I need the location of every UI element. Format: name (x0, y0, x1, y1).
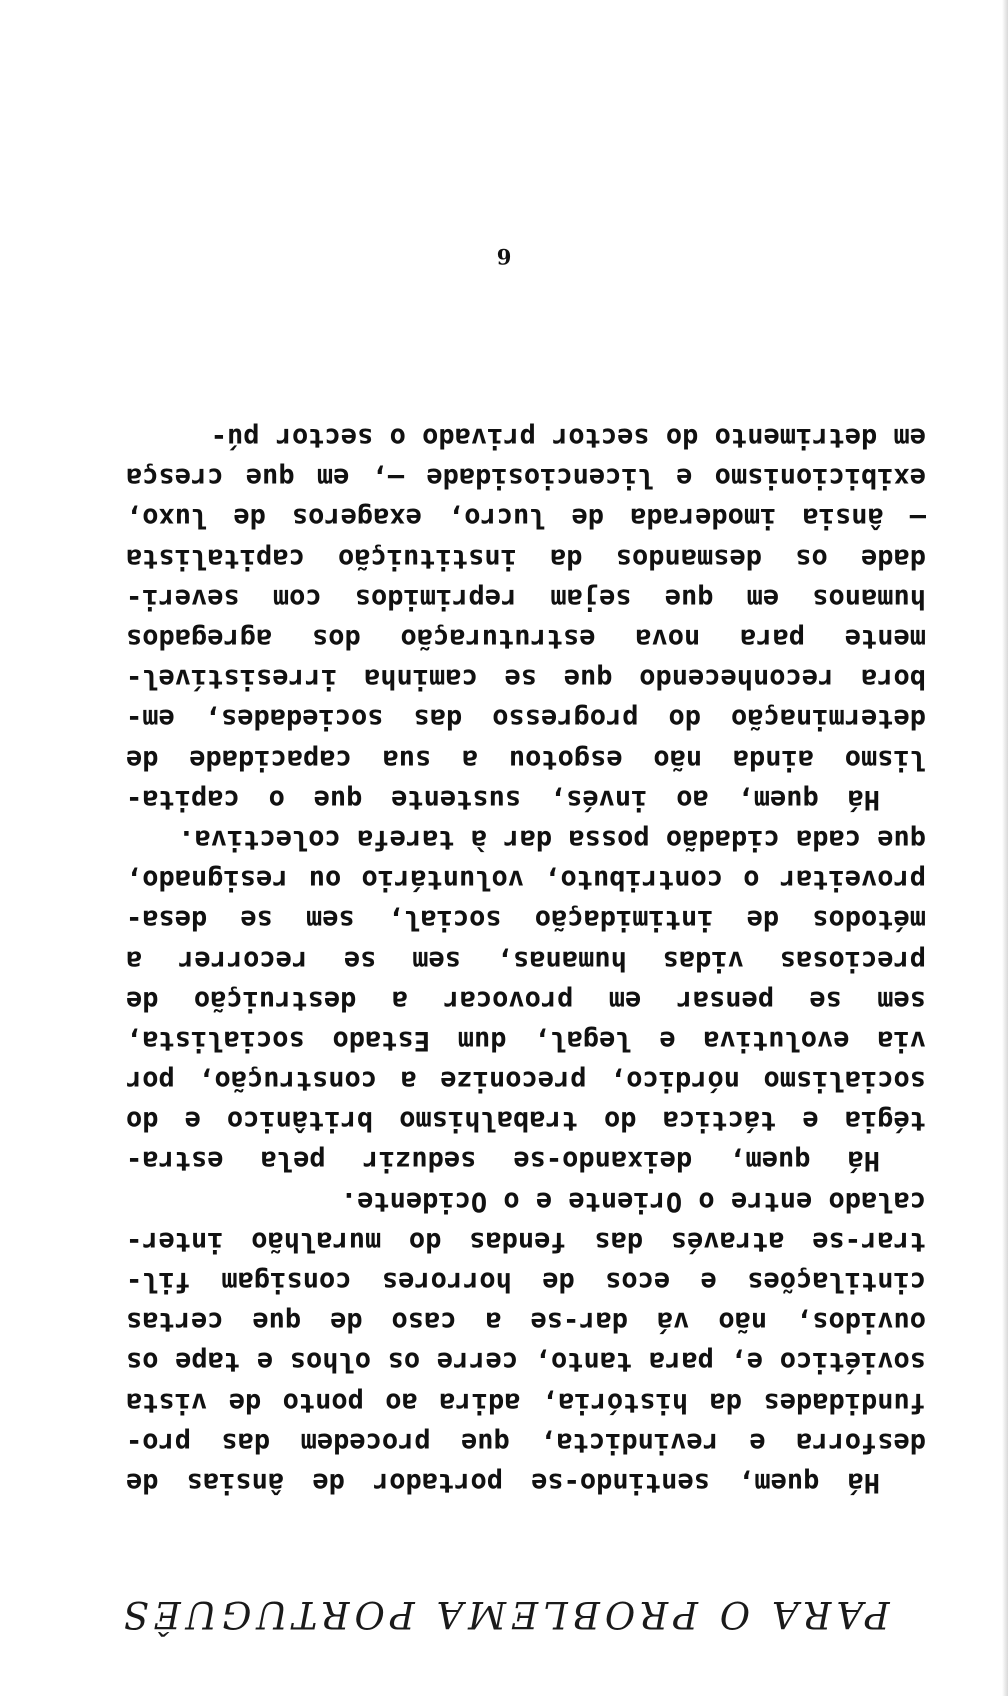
text-line: fundidades da história, adira ao ponto de vista (126, 1386, 926, 1418)
text-line: métodos de intimidação social, sem se desa- (126, 904, 926, 936)
text-line: — ânsia imoderada de lucro, exageros de luxo, (126, 502, 926, 534)
text-line: Há quem, ao invés, sustente que o capita- (126, 783, 880, 815)
text-line: via evolutiva e legal, dum Estado socialista, (126, 1024, 926, 1056)
text-line: soviético e, para tanto, cerre os olhos e tape os (126, 1346, 926, 1378)
text-line: trar-se através das fendas do muralhão inter- (126, 1225, 926, 1257)
text-line: em detrimento do sector privado o sector pú- (210, 422, 926, 454)
text-line: cintilações e ecos de horrores consigam fil- (126, 1266, 926, 1298)
text-line: preciosas vidas humanas, sem se recorrer a (126, 944, 926, 976)
paragraph (126, 1181, 926, 1503)
body-text (126, 417, 926, 1502)
text-line: calado entre o Oriente e o Ocidente. (340, 1185, 926, 1217)
text-line: socialismo nórdico, preconize a construção, por (126, 1065, 926, 1097)
text-line: proveitar o contributo, voluntário ou resignado, (126, 864, 926, 896)
text-line: tégia e táctica do trabalhismo britânico e do (126, 1105, 926, 1137)
text-line: sem se pensar em provocar a destruição de (126, 984, 926, 1016)
running-head: PARA O PROBLEMA PORTUGUÊS (118, 1593, 890, 1636)
text-line: humanos em que sejam reprimidos com severi- (126, 582, 926, 614)
text-line: que cada cidadão possa dar à tarefa colectiva. (178, 824, 926, 855)
text-line: determinação do progresso das sociedades, em- (126, 703, 926, 735)
text-line: bora reconhecendo que se caminha irresistível- (126, 663, 926, 695)
text-line: desforra e revindicta, que procedem das pro- (126, 1426, 926, 1458)
text-line: lismo ainda não esgotou a sua capacidade de (126, 743, 926, 775)
paragraph (126, 819, 926, 1181)
scan-edge-shadow (1002, 0, 1008, 1696)
text-line: Há quem, deixando-se seduzir pela estra- (126, 1145, 880, 1177)
paragraph (126, 417, 926, 819)
text-line: Há quem, sentindo-se portador de ânsias de (126, 1467, 880, 1498)
page-number: 6 (496, 244, 512, 269)
text-line: exibicionismo e licenciosidade —, em que cresça (126, 462, 926, 494)
text-line: ouvidos, não vá dar-se a caso de que certas (126, 1306, 926, 1338)
text-line: mente para nova estruturação dos agregados (126, 623, 926, 655)
text-line: dade os desmandos da instituição capitalista (126, 542, 926, 574)
